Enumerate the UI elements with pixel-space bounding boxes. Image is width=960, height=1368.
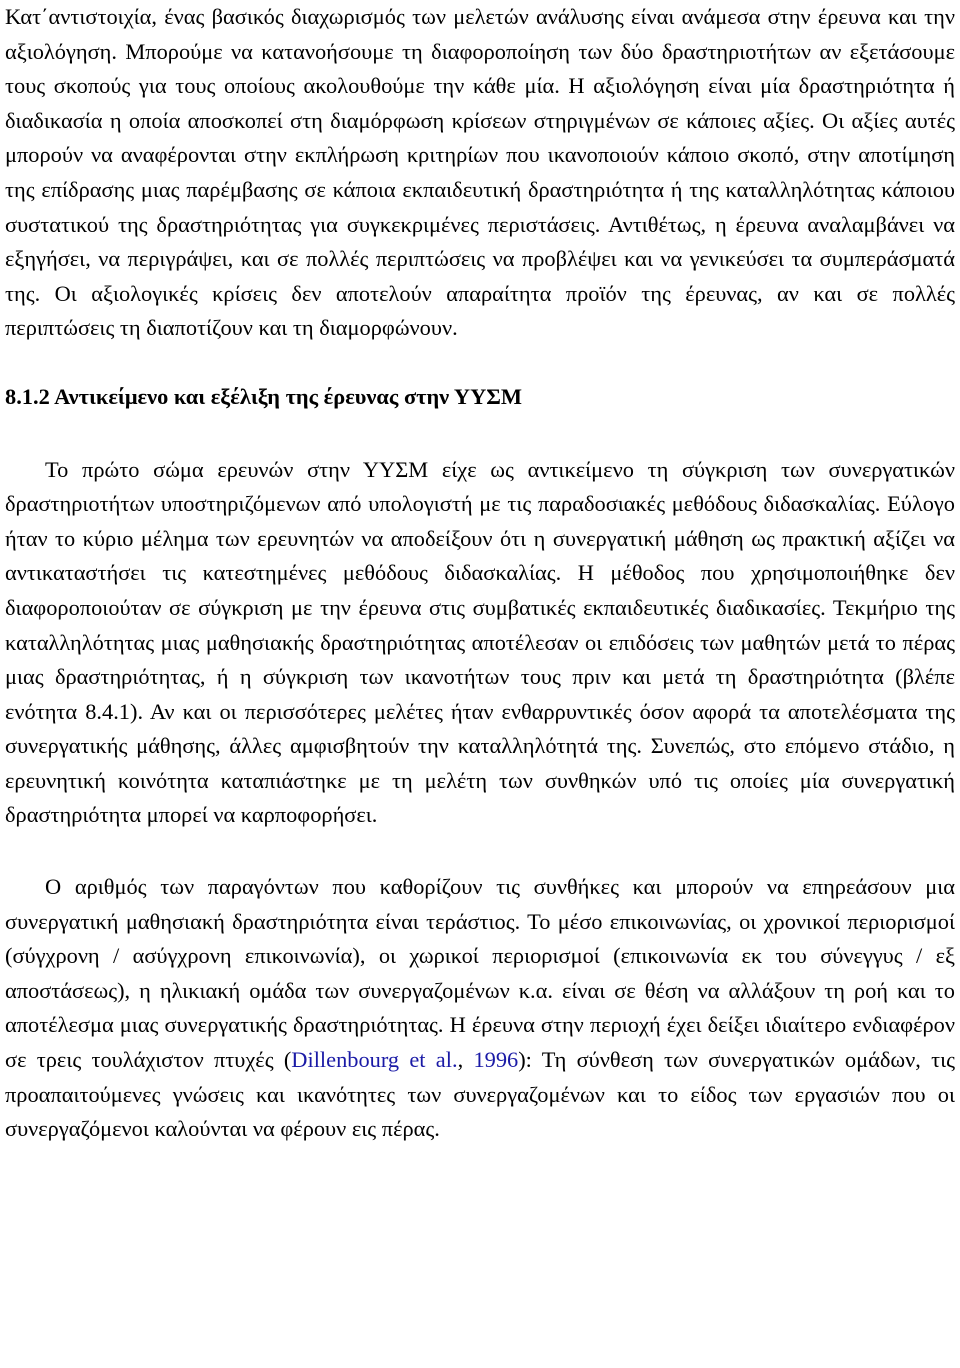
citation-year-link[interactable]: 1996 bbox=[473, 1047, 519, 1073]
paragraph-first-research-body: Το πρώτο σώμα ερευνών στην ΥΥΣΜ είχε ως αντικείμενο τη σύγκριση των συνεργατικών δραστηριοτήτων υποστηριζόμενων από υπολογιστή με τις παραδοσιακές μεθόδους διδασκαλίας. Εύλογο ήταν το κύριο μέλημα των ερευνητών να αποδείξουν ότι η συνεργατική μάθηση ως πρακτική αξίζει να αντικαταστήσει τις κατεστημένες μεθόδους διδασκαλίας. Η μέθοδος που χρησιμοποιήθηκε δεν διαφοροποιούταν σε σύγκριση με την έρευνα στις συμβατικές εκπαιδευτικές διαδικασίες. Τεκμήριο της καταλληλότητας μιας μαθησιακής δραστηριότητας αποτέλεσαν οι επιδόσεις των μαθητών μετά το πέρας μιας δραστηριότητας, ή η σύγκριση των ικανοτήτων τους πριν και μετά τη δραστηριότητα (βλέπε ενότητα 8.4.1). Αν και οι περισσότερες μελέτες ήταν ενθαρρυντικές όσον αφορά τα αποτελέσματα της συνεργατικής μάθησης, άλλες αμφισβητούν την καταλληλότητά της. Συνεπώς, στο επόμενο στάδιο, η ερευνητική κοινότητα καταπιάστηκε με τη μελέτη των συνθηκών υπό τις οποίες μία συνεργατική δραστηριότητα μπορεί να καρποφορήσει. bbox=[5, 456, 955, 828]
paragraph-factors-text-before: Ο αριθμός των παραγόντων που καθορίζουν τις συνθήκες και μπορούν να επηρεάσουν μια συνεργατική μαθησιακή δραστηριότητα είναι τεράστιος. Το μέσο επικοινωνίας, οι χρονικοί περιορισμοί (σύγχρονη / ασύγχρονη επικοινωνία), οι χωρικοί περιορισμοί (επικοινωνία εκ του σύνεγγυς / εξ αποστάσεως), η ηλικιακή ομάδα των συνεργαζομένων κ.α. είναι σε θέση να αλλάξουν τη ροή και το αποτέλεσμα μιας συνεργατικής δραστηριότητας. Η έρευνα στην περιοχή έχει δείξει ιδιαίτερο ενδιαφέρον σε τρεις τουλάχιστον πτυχές ( bbox=[5, 874, 955, 1073]
paragraph-research-vs-evaluation: Κατ΄αντιστοιχία, ένας βασικός διαχωρισμός των μελετών ανάλυσης είναι ανάμεσα στην έρευνα και την αξιολόγηση. Μπορούμε να κατανοήσουμε τη διαφοροποίηση των δύο δραστηριοτήτων αν εξετάσουμε τους σκοπούς για τους οποίους ακολουθούμε την κάθε μία. Η αξιολόγηση είναι μία δραστηριότητα ή διαδικασία η οποία αποσκοπεί στη διαμόρφωση κρίσεων στηριγμένων σε κάποιες αξίες. Οι αξίες αυτές μπορούν να αναφέρονται στην εκπλήρωση κριτηρίων που ικανοποιούν κάποιο σκοπό, στην αποτίμηση της επίδρασης μιας παρέμβασης σε κάποια εκπαιδευτική δραστηριότητα ή της καταλληλότητας κάποιου συστατικού της δραστηριότητας για συγκεκριμένες περιστάσεις. Αντιθέτως, η έρευνα αναλαμβάνει να εξηγήσει, να περιγράψει, και σε πολλές περιπτώσεις να προβλέψει και να γενικεύσει τα συμπεράσματά της. Οι αξιολογικές κρίσεις δεν αποτελούν απαραίτητα προϊόν της έρευνας, αν και σε πολλές περιπτώσεις τη διαποτίζουν και τη διαμορφώνουν. bbox=[5, 4, 955, 341]
paragraph-factors bbox=[5, 870, 955, 1147]
section-heading: 8.1.2 Αντικείμενο και εξέλιξη της έρευνας στην ΥΥΣΜ bbox=[5, 383, 523, 409]
citation-separator: , bbox=[457, 1047, 474, 1073]
paragraph-factors-text-after: ): Τη σύνθεση των συνεργατικών ομάδων, τις προαπαιτούμενες γνώσεις και ικανότητες των συνεργαζομένων και το είδος των εργασιών που οι συνεργαζόμενοι καλούνται να φέρουν εις πέρας. bbox=[5, 1047, 955, 1142]
citation-author-link[interactable]: Dillenbourg et al. bbox=[291, 1047, 458, 1073]
document-page bbox=[5, 0, 955, 1147]
